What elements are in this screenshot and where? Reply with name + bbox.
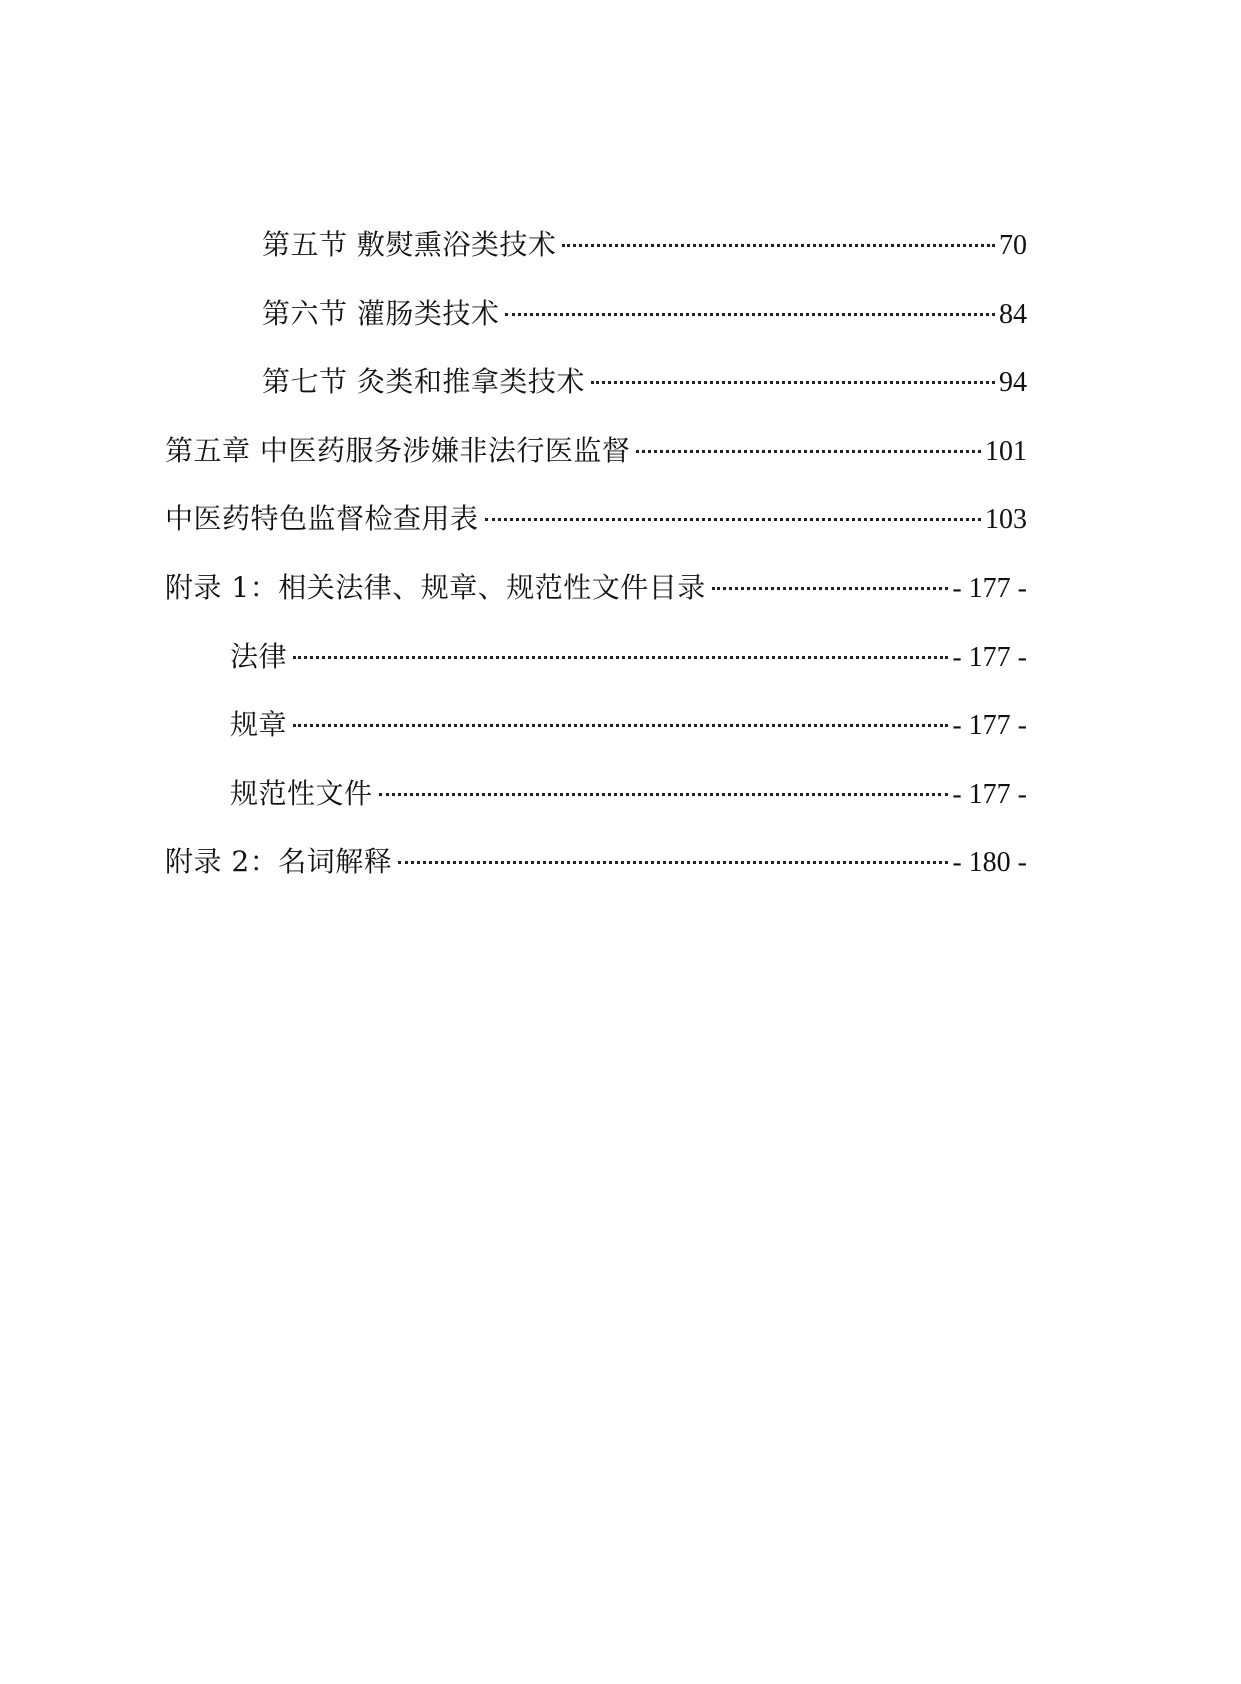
toc-dot-leader xyxy=(293,698,948,734)
toc-entry-section-5[interactable] xyxy=(165,218,1027,287)
toc-entry-appendix-2[interactable] xyxy=(165,835,1027,904)
toc-entry-section-6[interactable] xyxy=(165,287,1027,356)
toc-dot-leader xyxy=(636,424,981,460)
toc-entry-title: 中医药特色监督检查用表 xyxy=(165,502,479,536)
toc-entry-page: - 180 - xyxy=(952,847,1027,879)
toc-dot-leader xyxy=(485,492,981,528)
toc-entry-page: 84 xyxy=(999,298,1027,330)
toc-dot-leader xyxy=(398,835,948,871)
toc-entry-title: 第六节 灌肠类技术 xyxy=(262,296,500,330)
toc-entry-inspection-forms[interactable] xyxy=(165,492,1027,561)
toc-entry-page: - 177 - xyxy=(952,710,1027,742)
toc-dot-leader xyxy=(712,561,949,597)
toc-entry-page: 103 xyxy=(985,504,1027,536)
toc-entry-page: 94 xyxy=(999,367,1027,399)
toc-entry-normative-documents[interactable] xyxy=(165,767,1027,836)
toc-entry-chapter-5[interactable] xyxy=(165,424,1027,493)
toc-entry-title: 第五节 敷熨熏浴类技术 xyxy=(262,228,557,261)
toc-entry-appendix-1[interactable] xyxy=(165,561,1027,630)
toc-entry-title: 附录 1：相关法律、规章、规范性文件目录 xyxy=(165,570,706,604)
toc-dot-leader xyxy=(562,218,995,254)
toc-entry-laws[interactable] xyxy=(165,630,1027,699)
toc-entry-section-7[interactable] xyxy=(165,355,1027,424)
toc-entry-title: 规章 xyxy=(230,708,288,742)
toc-entry-page: - 177 - xyxy=(952,778,1027,810)
toc-entry-page: 101 xyxy=(985,435,1027,467)
toc-dot-leader xyxy=(591,355,995,391)
toc-dot-leader xyxy=(379,767,949,803)
toc-entry-page: 70 xyxy=(999,230,1027,261)
toc-entry-page: - 177 - xyxy=(952,572,1027,604)
toc-entry-regulations[interactable] xyxy=(165,698,1027,767)
toc-entry-title: 第七节 灸类和推拿类技术 xyxy=(262,365,585,399)
toc-entry-page: - 177 - xyxy=(952,641,1027,673)
table-of-contents xyxy=(165,218,1027,904)
toc-dot-leader xyxy=(293,630,948,666)
toc-entry-title: 规范性文件 xyxy=(230,776,373,810)
toc-entry-title: 附录 2：名词解释 xyxy=(165,845,393,879)
toc-dot-leader xyxy=(505,287,995,323)
toc-entry-title: 法律 xyxy=(230,639,288,673)
toc-entry-title: 第五章 中医药服务涉嫌非法行医监督 xyxy=(165,433,631,467)
